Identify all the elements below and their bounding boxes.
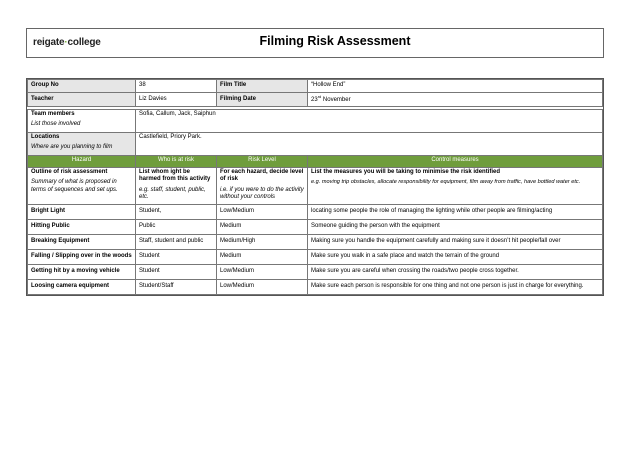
hazard-cell: Loosing camera equipment [28, 279, 136, 294]
hazard-cell: Getting hit by a moving vehicle [28, 264, 136, 279]
measures-description: List the measures you will be taking to minimise the risk identified e.g. moving trip obstacles, allocate responsibility for equipment, film away from traffic, have bottled water etc. [308, 167, 603, 204]
level-cell: Medium/High [217, 234, 308, 249]
document-title: Filming Risk Assessment [259, 34, 411, 48]
who-cell: Student/Staff [136, 279, 217, 294]
hazard-cell: Falling / Slipping over in the woods [28, 249, 136, 264]
hazard-row [28, 279, 603, 294]
teacher-row [28, 93, 603, 107]
hazard-description: Outline of risk assessment Summary of what is proposed in terms of sequences and set ups. [28, 167, 136, 204]
team-row [28, 109, 603, 132]
who-cell: Student [136, 249, 217, 264]
level-cell: Medium [217, 219, 308, 234]
team-hint: List those involved [31, 121, 81, 127]
who-cell: Staff, student and public [136, 234, 217, 249]
measures-cell: Make sure you are careful when crossing the roads/two people cross together. [308, 264, 603, 279]
level-cell: Low/Medium [217, 264, 308, 279]
teacher-label: Teacher [28, 93, 136, 107]
measures-cell: Make sure each person is responsible for one thing and not one person is just in charge for everything. [308, 279, 603, 294]
column-control-measures: Control measures [308, 155, 603, 167]
teacher-value: Liz Davies [136, 93, 217, 107]
group-row [28, 80, 603, 93]
filming-date-label: Filming Date [217, 93, 308, 107]
filming-date-value: 23rd November [308, 93, 603, 107]
measures-cell: locating some people the role of managing the lighting while other people are filming/acting [308, 204, 603, 219]
measures-cell: Make sure you walk in a safe place and watch the terrain of the ground [308, 249, 603, 264]
measures-cell: Making sure you handle the equipment carefully and making sure it doesn’t hit people/fall over [308, 234, 603, 249]
description-row [28, 167, 603, 204]
locations-value: Castlefield, Priory Park. [136, 132, 603, 155]
measures-cell: Someone guiding the person with the equipment [308, 219, 603, 234]
column-hazard: Hazard [28, 155, 136, 167]
group-no-value: 38 [136, 80, 217, 93]
who-cell: Public [136, 219, 217, 234]
hazard-cell: Breaking Equipment [28, 234, 136, 249]
hazard-row [28, 234, 603, 249]
group-no-label: Group No [28, 80, 136, 93]
locations-label-cell [28, 132, 136, 155]
column-who-at-risk: Who is at risk [136, 155, 217, 167]
hazard-row [28, 264, 603, 279]
who-cell: Student [136, 264, 217, 279]
risk-assessment-sheet [26, 78, 604, 296]
document-header [26, 28, 604, 58]
film-title-value: “Hollow End” [308, 80, 603, 93]
locations-label: Locations [31, 133, 60, 140]
hazard-row [28, 249, 603, 264]
hazard-row [28, 204, 603, 219]
locations-hint: Where are you planning to film [31, 144, 113, 150]
who-cell: Student, [136, 204, 217, 219]
locations-row [28, 132, 603, 155]
level-description: For each hazard, decide level of risk i.e. if you were to do the activity without your controls [217, 167, 308, 204]
column-header-row [28, 155, 603, 167]
level-cell: Low/Medium [217, 204, 308, 219]
level-cell: Medium [217, 249, 308, 264]
level-cell: Low/Medium [217, 279, 308, 294]
film-title-label: Film Title [217, 80, 308, 93]
team-value: Sofia, Callum, Jack, Saiphun [136, 109, 603, 132]
hazard-cell: Bright Light [28, 204, 136, 219]
column-risk-level: Risk Level [217, 155, 308, 167]
college-logo: reigate·college [33, 37, 101, 48]
hazard-cell: Hitting Public [28, 219, 136, 234]
team-label: Team members [31, 110, 75, 117]
who-description: List whom ight be harmed from this activity e.g. staff, student, public, etc. [136, 167, 217, 204]
hazard-row [28, 219, 603, 234]
team-label-cell [28, 109, 136, 132]
risk-assessment-table [27, 79, 603, 295]
